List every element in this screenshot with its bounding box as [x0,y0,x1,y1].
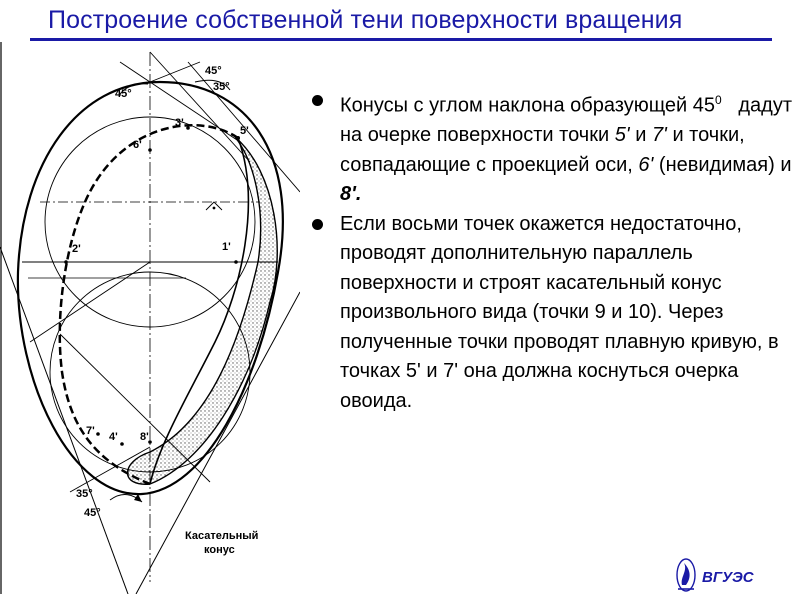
bullet-dot [312,95,323,106]
emblem-icon [677,559,695,591]
right-angle-dot [213,207,216,210]
bullet-1-text: Конусы с углом наклона образующей 45 [340,94,716,117]
label-point-6: 6' [133,139,142,151]
bullet-1-rest-b: и точки, совпадающие с проекцией оси, [340,124,745,176]
bullet-item-cones [312,86,794,210]
point-7 [96,432,100,436]
point-4 [120,442,124,446]
point-3 [186,126,190,130]
point-8 [148,440,152,444]
point-1 [234,260,238,264]
point-2 [64,260,68,264]
label-angle-35-bottom: 35° [76,488,93,500]
label-point-3: 3' [175,117,184,129]
label-point-1: 1' [222,241,231,253]
label-point-8: 8' [140,431,149,443]
label-point-7: 7' [86,425,95,437]
bullet-1-rest-c: (невидимая) и [653,153,792,176]
slide-title: Построение собственной тени поверхности вращения [48,6,683,34]
bullet-1-and: и [629,124,652,147]
university-logo [672,555,762,595]
bullet-dot [312,219,323,230]
label-point-2: 2' [72,243,81,255]
bullet-1-rest-a: дадут на очерке поверхности точки [340,94,793,147]
label-cone-caption-1: Касательный [185,530,259,542]
shadow-construction-drawing [0,42,300,594]
title-underline [30,38,772,41]
bullet-1-point-8: 8'. [340,183,362,206]
bullet-1-superscript: 0 [715,93,722,107]
bullet-list [312,86,794,416]
bullet-1-point-7: 7' [651,124,667,147]
angle-arrow-bottom [134,494,142,502]
bullet-2-text: Если восьми точек окажется недостаточно, проводят дополнительную параллель поверхности и строят касательный конус произвольного вида (точки 9 и 10). Через полученные точки проводят плавную кривую, в точках 5' и 7' она должна коснуться очерка овоида. [340,212,779,412]
bullet-1-point-6: 6' [638,153,654,176]
label-angle-45-bottom: 45° [84,507,101,519]
label-point-5: 5' [240,125,249,137]
point-6 [148,148,152,152]
bullet-1-point-5: 5' [614,124,630,147]
light-ray-4 [30,262,150,342]
logo-text: ВГУЭС [702,569,754,586]
label-point-4: 4' [109,431,118,443]
label-cone-caption-2: конус [204,544,235,556]
label-angle-35-top-right: 35° [213,81,230,93]
label-angle-45-top-right: 45° [205,65,222,77]
bullet-item-extra-points [312,210,794,417]
label-angle-45-top-left: 45° [115,88,132,100]
